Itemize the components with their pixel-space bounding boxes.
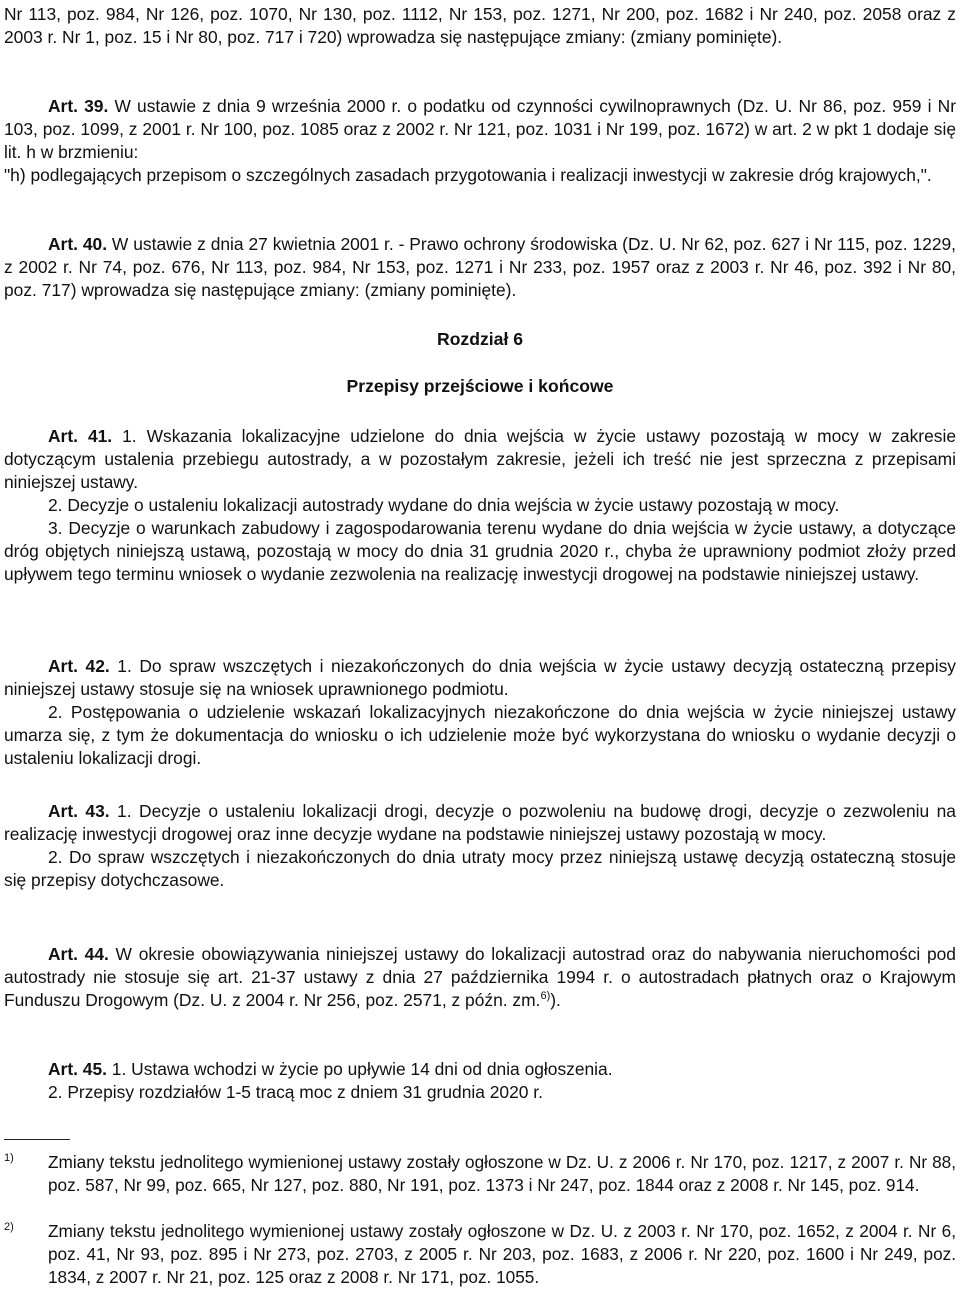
- article-40-label: Art. 40.: [48, 234, 108, 254]
- article-45-p2: 2. Przepisy rozdziałów 1-5 tracą moc z dniem 31 grudnia 2020 r.: [48, 1082, 543, 1102]
- footnote-2: [4, 1220, 956, 1289]
- intro-paragraph: [4, 3, 956, 49]
- article-42: [4, 655, 956, 770]
- article-40-text: W ustawie z dnia 27 kwietnia 2001 r. - Prawo ochrony środowiska (Dz. U. Nr 62, poz. 627 i Nr 115, poz. 1229, z 2002 r. Nr 74, poz. 676, Nr 113, poz. 984, Nr 153, poz. 1271 i Nr 233, poz. 1957 oraz z 2003 r. Nr 46, poz. 392 i Nr 80, poz. 717) wprowadza się następujące zmiany: (zmiany pominięte).: [4, 234, 956, 300]
- article-41-p3: 3. Decyzje o warunkach zabudowy i zagospodarowania terenu wydane do dnia wejścia w życie ustawy, a dotyczące dróg objętych niniejszą ustawą, pozostają w mocy do dnia 31 grudnia 2020 r., chyba że uprawniony podmiot złoży przed upływem tego terminu wniosek o wydanie zezwolenia na realizację inwestycji drogowej na podstawie niniejszej ustawy.: [4, 518, 956, 584]
- article-43-p2: 2. Do spraw wszczętych i niezakończonych do dnia utraty mocy przez niniejszą ustawę decyzją ostateczną stosuje się przepisy dotychczasowe.: [4, 847, 956, 890]
- article-39: [4, 95, 956, 187]
- intro-text: Nr 113, poz. 984, Nr 126, poz. 1070, Nr 130, poz. 1112, Nr 153, poz. 1271, Nr 200, poz. 1682 i Nr 240, poz. 2058 oraz z 2003 r. Nr 1, poz. 15 i Nr 80, poz. 717 i 720) wprowadza się następujące zmiany: (zmiany pominięte).: [4, 4, 956, 47]
- article-45-label: Art. 45.: [48, 1059, 107, 1079]
- article-39-item: "h) podlegających przepisom o szczególnych zasadach przygotowania i realizacji inwestycji w zakresie dróg krajowych,".: [4, 165, 932, 185]
- article-42-p2: 2. Postępowania o udzielenie wskazań lokalizacyjnych niezakończone do dnia wejścia w życie niniejszej ustawy umarza się, z tym że dokumentacja do wniosku o ich udzielenie może być wykorzystana do wniosku o wydanie decyzji o ustaleniu lokalizacji drogi.: [4, 702, 956, 768]
- article-41: [4, 425, 956, 586]
- footnote-separator: [4, 1139, 70, 1140]
- article-41-p1: 1. Wskazania lokalizacyjne udzielone do dnia wejścia w życie ustawy pozostają w mocy w zakresie dotyczącym ustalenia przebiegu autostrady, a w pozostałym zakresie, jeżeli ich treść nie jest sprzeczna z przepisami niniejszej ustawy.: [4, 426, 956, 492]
- article-44-footnote-ref: 6): [540, 990, 551, 1003]
- article-45-p1: 1. Ustawa wchodzi w życie po upływie 14 dni od dnia ogłoszenia.: [106, 1059, 613, 1079]
- article-44-text: W okresie obowiązywania niniejszej ustawy do lokalizacji autostrad oraz do nabywania nieruchomości pod autostrady nie stosuje się art. 21-37 ustawy z dnia 27 października 1994 r. o autostradach płatnych oraz o Krajowym Funduszu Drogowym (Dz. U. z 2004 r. Nr 256, poz. 2571, z późn. zm.: [4, 944, 956, 1010]
- article-44: [4, 943, 956, 1012]
- footnote-1: [4, 1151, 956, 1197]
- article-42-label: Art. 42.: [48, 656, 110, 676]
- article-45: [4, 1058, 956, 1104]
- footnote-1-mark: 1): [4, 1152, 14, 1164]
- chapter-title: Przepisy przejściowe i końcowe: [346, 376, 614, 396]
- article-43-label: Art. 43.: [48, 801, 110, 821]
- article-44-label: Art. 44.: [48, 944, 109, 964]
- article-41-label: Art. 41.: [48, 426, 113, 446]
- footnote-1-text: Zmiany tekstu jednolitego wymienionej ustawy zostały ogłoszone w Dz. U. z 2006 r. Nr 170, poz. 1217, z 2007 r. Nr 88, poz. 587, Nr 99, poz. 665, Nr 127, poz. 880, Nr 191, poz. 1373 i Nr 247, poz. 1844 oraz z 2008 r. Nr 145, poz. 914.: [48, 1152, 956, 1195]
- footnote-2-mark: 2): [4, 1221, 14, 1233]
- chapter-number: Rozdział 6: [436, 329, 524, 349]
- article-39-text: W ustawie z dnia 9 września 2000 r. o podatku od czynności cywilnoprawnych (Dz. U. Nr 86, poz. 959 i Nr 103, poz. 1099, z 2001 r. Nr 100, poz. 1085 oraz z 2002 r. Nr 121, poz. 1031 i Nr 199, poz. 1672) w art. 2 w pkt 1 dodaje się lit. h w brzmieniu:: [4, 96, 956, 162]
- article-43-p1: 1. Decyzje o ustaleniu lokalizacji drogi, decyzje o pozwoleniu na budowę drogi, decyzje o zezwoleniu na realizację inwestycji drogowej oraz inne decyzje wydane na podstawie niniejszej ustawy pozostają w mocy.: [4, 801, 956, 844]
- article-43: [4, 800, 956, 892]
- article-44-end: ).: [550, 990, 561, 1010]
- article-42-p1: 1. Do spraw wszczętych i niezakończonych do dnia wejścia w życie ustawy decyzją ostateczną przepisy niniejszej ustawy stosuje się na wniosek uprawnionego podmiotu.: [4, 656, 956, 699]
- article-39-label: Art. 39.: [48, 96, 109, 116]
- article-40: [4, 233, 956, 302]
- footnote-2-text: Zmiany tekstu jednolitego wymienionej ustawy zostały ogłoszone w Dz. U. z 2003 r. Nr 170, poz. 1652, z 2004 r. Nr 6, poz. 41, Nr 93, poz. 895 i Nr 273, poz. 2703, z 2005 r. Nr 203, poz. 1683, z 2006 r. Nr 220, poz. 1600 i Nr 249, poz. 1834, z 2007 r. Nr 21, poz. 125 oraz z 2008 r. Nr 171, poz. 1055.: [48, 1221, 956, 1287]
- article-41-p2: 2. Decyzje o ustaleniu lokalizacji autostrady wydane do dnia wejścia w życie ustawy pozostają w mocy.: [48, 495, 840, 515]
